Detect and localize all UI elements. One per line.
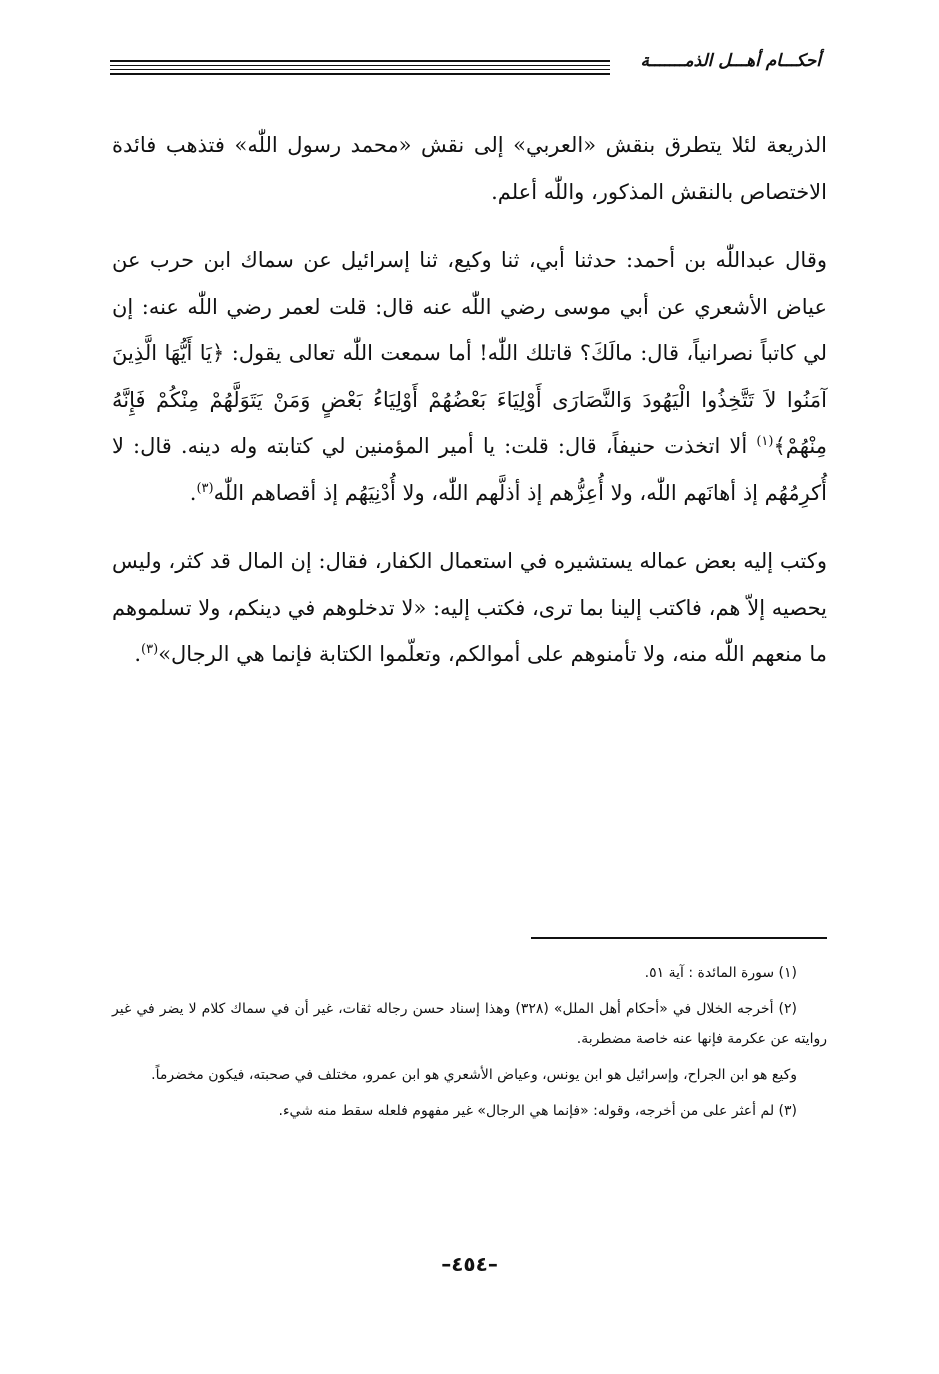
footnote-ref-1[interactable]: (١)	[756, 434, 774, 449]
paragraph-1	[112, 122, 827, 215]
running-header	[110, 50, 821, 90]
paragraph-1-text: الذريعة لئلا يتطرق بنقش «العربي» إلى نقش «محمد رسول اللّٰه» فتذهب فائدة الاختصاص بالنقش المذكور، واللّٰه أعلم.	[112, 133, 827, 204]
header-title: أحكـــام أهـــل الذمـــــــة	[640, 51, 821, 71]
header-rule	[110, 60, 610, 62]
header-rule	[110, 69, 610, 70]
footnote-2: (٢) أخرجه الخلال في «أحكام أهل الملل» (٣٢٨) وهذا إسناد حسن رجاله ثقات، غير أن في سماك كلام لا يضر في غير روايته عن عكرمة فإنها عنه خاصة مضطربة.	[112, 1001, 827, 1047]
paragraph-2-text: وقال عبداللّٰه بن أحمد: حدثنا أبي، ثنا وكيع، ثنا إسرائيل عن سماك ابن حرب عن عياض الأشعري عن أبي موسى رضي اللّٰه عنه قال: قلت لعمر رضي اللّٰه عنه: إن لي كاتباً نصرانياً، قال: مالَكَ؟ قاتلك اللّٰه! أما سمعت اللّٰه تعالى يقول: ﴿يَا أَيُّهَا الَّذِينَ آمَنُوا لاَ تَتَّخِذُوا الْيَهُودَ وَالنَّصَارَى أَوْلِيَاءَ بَعْضُهُمْ أَوْلِيَاءُ بَعْضٍ وَمَنْ يَتَوَلَّهُمْ مِنْكُمْ فَإِنَّهُ مِنْهُمْ﴾	[112, 248, 827, 458]
footnote-2-continuation: وكيع هو ابن الجراح، وإسرائيل هو ابن يونس، وعياض الأشعري هو ابن عمرو، مختلف في صحبته، فيكون مخضرماً.	[151, 1067, 797, 1083]
paragraph-3-text: وكتب إليه بعض عماله يستشيره في استعمال الكفار، فقال: إن المال قد كثر، وليس يحصيه إلاّ هم، فاكتب إلينا بما ترى، فكتب إليه: «لا تدخلوهم في دينكم، ولا تسلموهم ما منعهم اللّٰه منه، ولا تأمنوهم على أموالكم، وتعلّموا الكتابة فإنما هي الرجال»	[112, 549, 827, 666]
footnote-ref-3[interactable]: (٣)	[141, 642, 159, 657]
page-number: –٤٥٤–	[441, 1252, 498, 1276]
footnotes	[112, 958, 827, 1132]
header-rule	[110, 73, 610, 75]
paragraph-2-end: .	[189, 480, 197, 505]
paragraph-2	[112, 237, 827, 516]
footnote-1: (١) سورة المائدة : آية ٥١.	[644, 965, 797, 981]
header-rule	[110, 65, 610, 66]
main-text	[112, 122, 827, 700]
paragraph-2-cont: ألا اتخذت حنيفاً، قال: قلت: يا أمير المؤمنين لي كتابته وله دينه. قال: لا أُكرِمُهُم إذ أهانَهم اللّٰه، ولا أُعِزُّهم إذ أذلَّهم اللّٰه، ولا أُدْنِيَهُم إذ أقصاهم اللّٰه	[112, 434, 827, 505]
paragraph-3-end: .	[134, 642, 142, 666]
footnote-divider	[531, 937, 827, 939]
footnote-ref-2[interactable]: (٣)	[196, 480, 214, 496]
paragraph-3	[112, 538, 827, 678]
footnote-3: (٣) لم أعثر على من أخرجه، وقوله: «فإنما هي الرجال» غير مفهوم فلعله سقط منه شيء.	[278, 1103, 797, 1119]
